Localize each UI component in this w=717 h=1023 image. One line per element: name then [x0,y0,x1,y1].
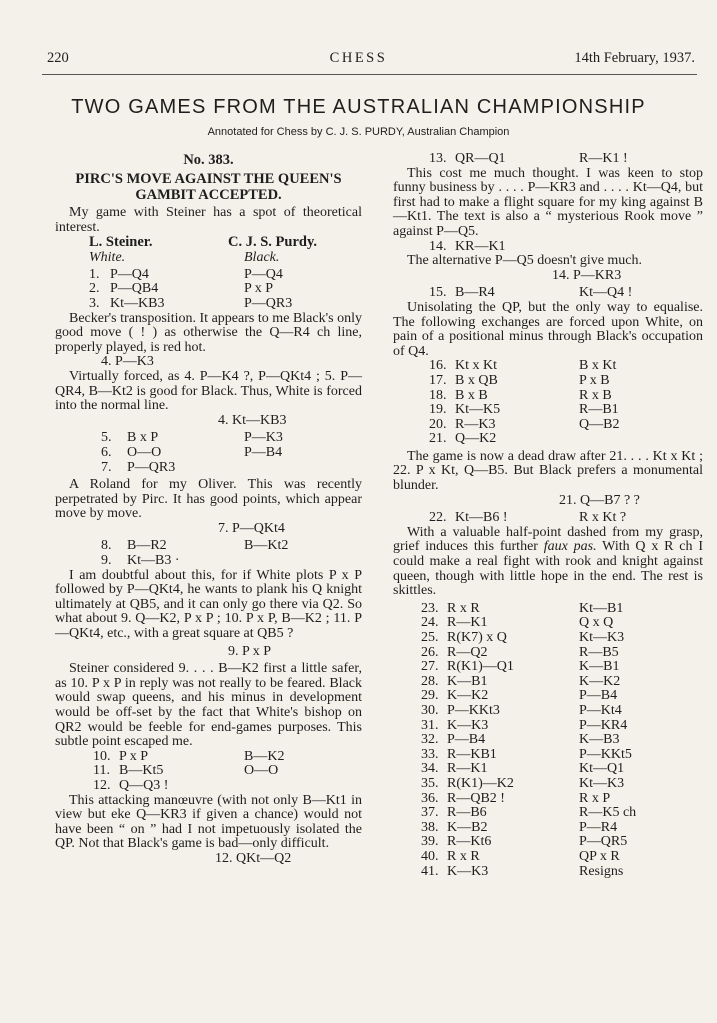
move-text: 4. Kt—KB3 [218,412,287,428]
move-number: 33. [421,746,439,762]
white-move: B x P [127,430,159,446]
move-number: 29. [421,688,439,704]
page-number: 220 [47,50,69,66]
black-move: P—QR5 [579,834,628,850]
white-move: R x R [447,848,480,864]
annotation: This cost me much thought. I was keen to stop funny business by . . . . P—KR3 and . . . . Kt—Q4, but first had to make a flight square for my king against B—Kt1. The text is also a “ mysterious Rook move ” against P—Q5. [393,165,703,239]
move-number: 11. [93,763,110,779]
move-number: 20. [429,416,447,432]
black-move: Kt—B1 [579,600,624,616]
black-move: P—Q4 [244,266,283,282]
article-title: TWO GAMES FROM THE AUSTRALIAN CHAMPIONSHIP [71,96,646,118]
move-number: 25. [421,630,439,645]
move-number: 2. [89,281,100,297]
move-row [393,240,703,255]
move-number: 5. [101,430,112,446]
black-move: P—Kt4 [579,702,622,718]
black-move: P—B4 [579,688,618,704]
move-line [55,522,362,537]
white-move: R—KB1 [447,746,497,762]
black-move: R—B1 [579,402,619,418]
move-row [55,268,362,283]
right-column [393,152,703,879]
move-row [393,777,703,792]
move-number: 23. [421,600,439,616]
black-move: B x Kt [579,358,617,374]
white-move: B x B [455,387,488,403]
white-move: Q—Q3 ! [119,777,169,793]
move-row [393,418,703,433]
move-number: 30. [421,702,439,718]
black-move: QP x R [579,848,620,864]
move-number: 39. [421,834,439,850]
white-move: R—B6 [447,805,487,821]
move-number: 12. [93,777,111,793]
white-move: R x R [447,600,480,616]
white-move: P—QB4 [110,281,159,297]
white-move: R—K1 [447,615,488,631]
move-number: 36. [421,790,439,806]
article-subtitle: Annotated for Chess by C. J. S. PURDY, Australian Champion [207,126,510,138]
move-number: 41. [421,863,439,879]
annotation-text: With a valuable half-point dashed from my grasp, grief induces this further [393,524,703,555]
black-move: P—QR3 [244,295,293,311]
white-move: R(K7) x Q [447,630,507,645]
move-row [55,431,362,446]
black-move: P x P [244,281,274,297]
move-row [393,646,703,661]
game-number: No. 383. [183,152,234,168]
left-column [55,152,362,867]
move-number: 6. [101,444,112,460]
black-move: Kt—Q1 [579,761,625,777]
move-number: 28. [421,673,439,689]
annotation: Steiner considered 9. . . . B—K2 first a little safer, as 10. P x P in reply was not really to be feared. Black would swap queens, and his minus in development would be off-set by the fact that White's bishop on QR2 would be feeble for end-games purposes. This subtle point escaped me. [55,661,362,750]
black-move: Kt—K3 [579,775,625,791]
header-rule [42,74,697,75]
black-move: B—K2 [244,748,285,764]
move-text: 14. P—KR3 [552,267,622,283]
black-move: Q x Q [579,615,614,631]
move-row [393,704,703,719]
move-line [55,645,362,660]
color-labels [55,251,362,266]
move-row [393,511,703,526]
white-move: P—Q4 [110,266,149,282]
move-row [393,286,703,301]
move-text: 7. P—QKt4 [218,520,285,536]
move-number: 38. [421,819,439,835]
white-move: R—Kt6 [447,834,492,850]
move-number: 19. [429,402,447,418]
white-move: QR—Q1 [455,151,506,166]
move-row [55,297,362,312]
annotation: The alternative P—Q5 doesn't give much. [407,253,643,269]
move-line [55,852,362,867]
move-number: 17. [429,372,447,388]
move-number: 22. [429,510,447,526]
move-number: 1. [89,266,100,282]
annotation: The game is now a dead draw after 21. . . . Kt x Kt ; 22. P x Kt, Q—B5. But Black prefers a monumental blunder. [393,448,703,494]
white-label: White. [89,250,126,266]
white-move: Kt—B3 · [127,553,180,569]
white-move: P—KKt3 [447,702,500,718]
white-move: B—R4 [455,285,495,301]
move-row [55,461,362,476]
white-move: Kt—B6 ! [455,510,508,526]
white-move: R—Q2 [447,644,488,660]
black-move: R—K5 ch [579,805,637,821]
annotation-text: With Q x R ch I could make a real fight with rook and knight against queen, though with little hope in the end. The rest is skittles. [393,539,703,599]
move-text: 21. Q—B7 ? ? [559,492,640,508]
move-number: 31. [421,717,439,733]
move-number: 24. [421,615,439,631]
white-move: R—K1 [447,761,488,777]
black-move: R—K1 ! [579,151,628,166]
white-move: Q—K2 [455,431,497,447]
move-row [393,660,703,675]
white-move: Kt—K5 [455,402,501,418]
move-number: 34. [421,761,439,777]
move-row [393,821,703,836]
move-row [393,152,703,167]
move-row [393,733,703,748]
move-number: 14. [429,238,447,254]
move-row [393,748,703,763]
black-move: K—B1 [579,659,620,675]
move-line [393,494,703,509]
move-number: 21. [429,431,447,447]
white-move: KR—K1 [455,238,506,254]
move-row [393,865,703,880]
move-number: 32. [421,732,439,748]
black-move: B—Kt2 [244,538,289,554]
game-intro: My game with Steiner has a spot of theoretical interest. [55,205,362,235]
white-move: R—K3 [455,416,496,432]
move-number: 35. [421,775,439,791]
annotation: Becker's transposition. It appears to me Black's only good move ( ! ) as otherwise the Q—R4 ch line, properly played, is red hot. [55,310,362,355]
white-move: K—K3 [447,863,489,879]
move-number: 27. [421,659,439,675]
move-row [393,616,703,631]
move-number: 13. [429,151,447,166]
move-number: 26. [421,644,439,660]
player-names [55,235,362,251]
move-row [393,850,703,865]
black-move: R x Kt ? [579,510,627,526]
move-row [55,554,362,569]
black-move: P—K3 [244,430,283,446]
white-move: R(K1)—K2 [447,775,514,791]
black-move: Resigns [579,863,624,879]
white-move: O—O [127,444,162,460]
issue-date: 14th February, 1937. [574,50,695,66]
black-move: K—B3 [579,732,620,748]
white-move: B x QB [455,372,498,388]
move-row [55,750,362,765]
black-move: R—B5 [579,644,619,660]
move-number: 8. [101,538,112,554]
game-heading: PIRC'S MOVE AGAINST THE QUEEN'S GAMBIT ACCEPTED. [75,171,342,203]
annotation: A Roland for my Oliver. This was recently perpetrated by Pirc. It has good points, which appear move by move. [55,477,362,522]
move-row [393,631,703,646]
white-move: B—Kt5 [119,763,164,779]
white-move: P x P [119,748,149,764]
move-text: 4. P—K3 [101,354,154,370]
black-move: Kt—Q4 ! [579,285,633,301]
move-row [393,675,703,690]
move-number: 3. [89,295,100,311]
white-move: K—K3 [447,717,489,733]
black-move: R x P [579,790,611,806]
move-row [393,403,703,418]
move-text: 12. QKt—Q2 [215,850,292,866]
white-move: K—K2 [447,688,489,704]
move-number: 37. [421,805,439,821]
move-number: 16. [429,358,447,374]
white-move: P—B4 [447,732,486,748]
magazine-title: CHESS [329,50,388,66]
black-move: O—O [244,763,279,779]
white-move: R(K1)—Q1 [447,659,514,675]
move-line [393,269,703,284]
white-move: Kt—KB3 [110,295,165,311]
black-player: C. J. S. Purdy. [228,234,318,251]
move-row [393,432,703,447]
black-move: P—KR4 [579,717,628,733]
annotation: Unisolating the QP, but the only way to equalise. The following exchanges are forced upon White, on pain of a positional minus through Black's occupation of Q4. [393,299,703,359]
annotation: This attacking manœuvre (with not only B—Kt1 in view but eke Q—KR3 if given a chance) would not have been “ on ” had I not impetuously isolated the QP. Not that Black's game is bad—only difficult. [55,792,362,852]
move-row [55,764,362,779]
black-move: P—R4 [579,819,618,835]
annotation-italic: faux pas. [543,539,597,555]
move-row [393,374,703,389]
move-row [393,835,703,850]
move-number: 40. [421,848,439,864]
move-number: 9. [101,553,112,569]
black-move: P—KKt5 [579,746,632,762]
black-move: P—B4 [244,444,283,460]
white-move: R—QB2 ! [447,790,505,806]
move-line [55,414,362,429]
move-number: 15. [429,285,447,301]
annotation: Virtually forced, as 4. P—K4 ?, P—QKt4 ; 5. P—QR4, B—Kt2 is good for Black. Thus, White is forced into the normal line. [55,368,362,414]
move-number: 10. [93,748,111,764]
move-row [393,719,703,734]
move-row [393,762,703,777]
move-row [393,792,703,807]
white-move: B—R2 [127,538,167,554]
move-number: 18. [429,387,447,403]
move-row [393,359,703,374]
white-move: K—B2 [447,819,488,835]
move-row [393,806,703,821]
move-row [55,779,362,794]
move-line [55,355,362,370]
white-move: P—QR3 [127,459,176,475]
black-move: R x B [579,387,612,403]
move-row [393,389,703,404]
move-row [55,446,362,461]
move-row [55,539,362,554]
black-move: Q—B2 [579,416,620,432]
white-move: Kt x Kt [455,358,497,374]
black-move: Kt—K3 [579,630,625,645]
white-player: L. Steiner. [89,234,153,251]
annotation: I am doubtful about this, for if White plots P x P followed by P—QKt4, he wants to plank his Q knight ultimately at QB5, and it can only go there via Q2. So what about 9. Q—K2, P x P ; 10. P x P, B—K2 ; 11. P—QKt4, etc., with a great square at QB5 ? [55,567,362,642]
move-row [393,689,703,704]
move-text: 9. P x P [228,643,272,659]
annotation [393,526,703,599]
white-move: K—B1 [447,673,488,689]
move-row [393,602,703,617]
black-move: P x B [579,372,610,388]
move-row [55,282,362,297]
move-number: 7. [101,459,112,475]
black-move: K—K2 [579,673,621,689]
black-label: Black. [244,250,280,266]
